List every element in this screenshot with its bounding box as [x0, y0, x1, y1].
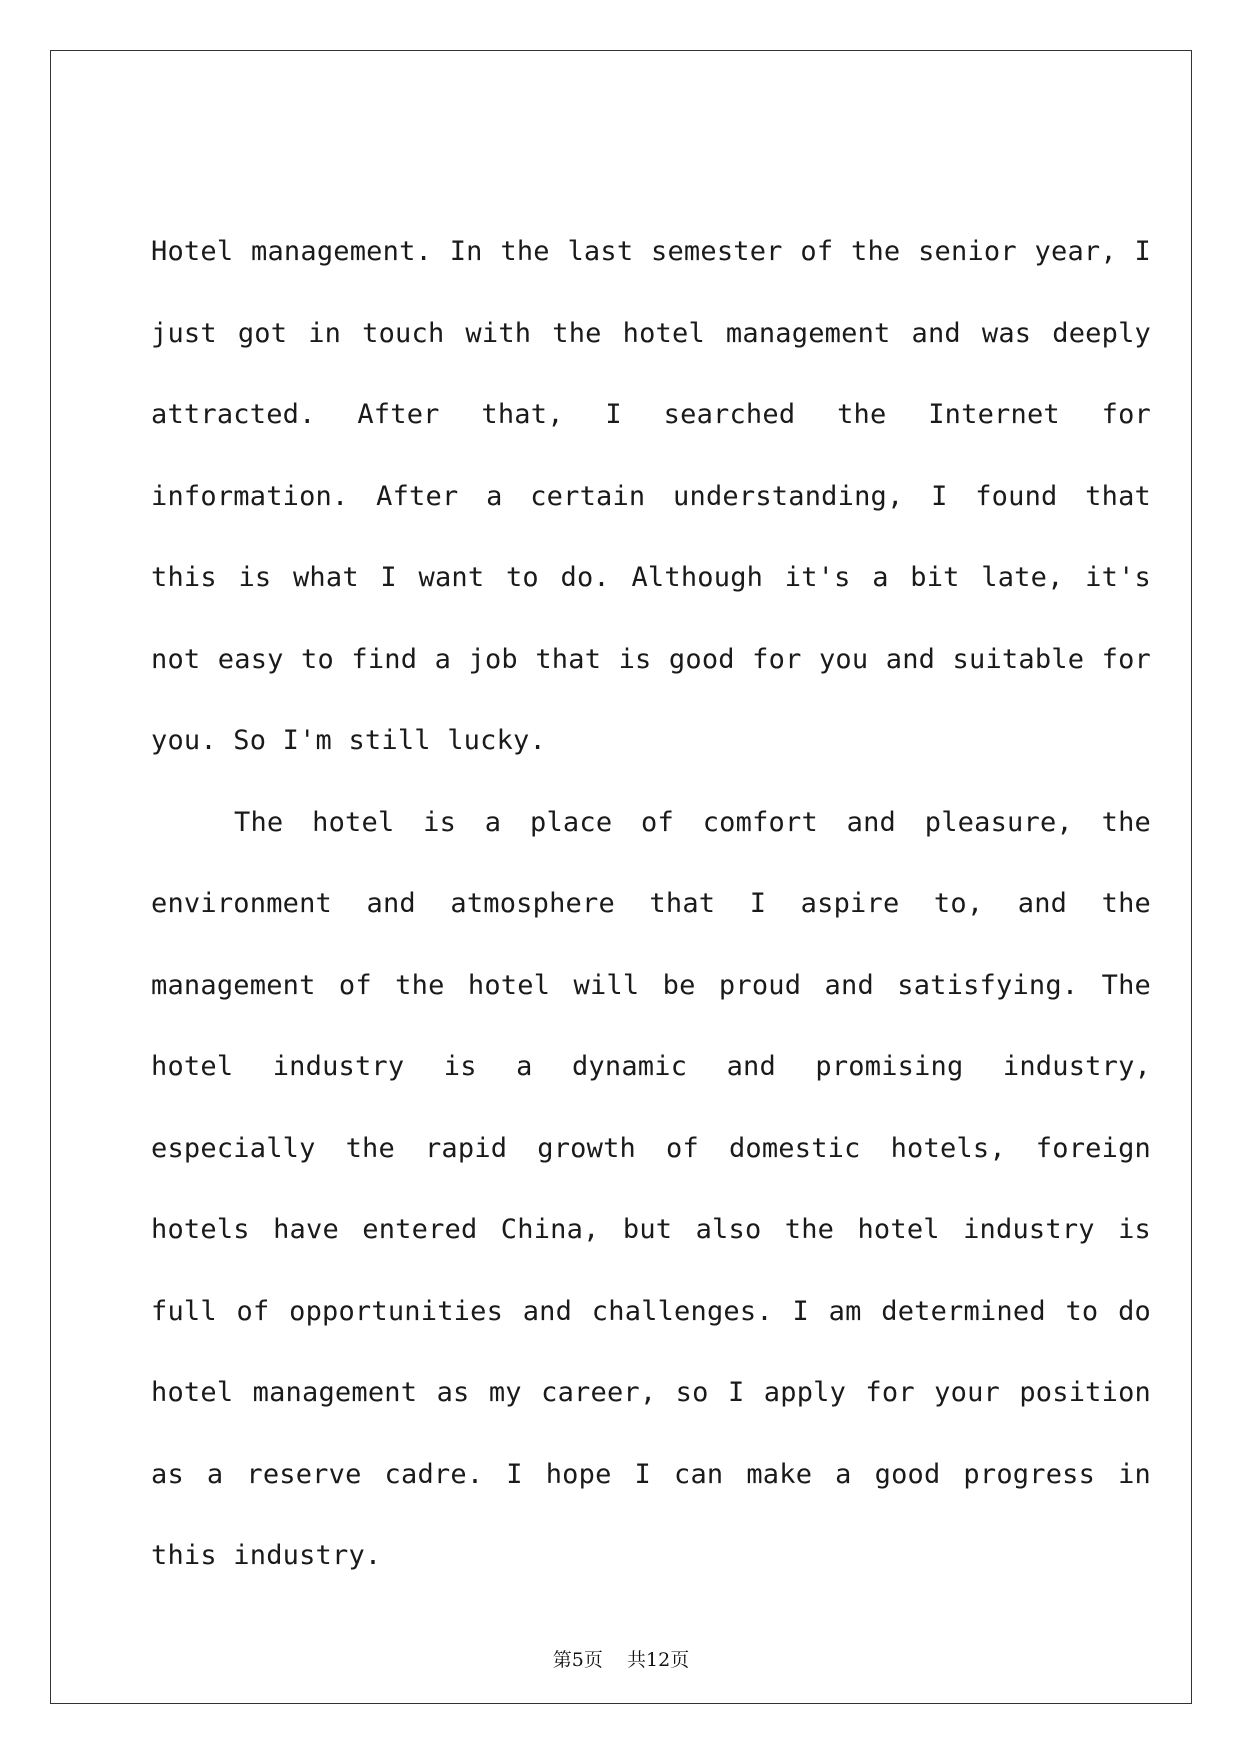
- paragraph-1: Hotel management. In the last semester of the senior year, I just got in touch with the hotel management and was deeply attracted. After that, I searched the Internet for information. After a certain understanding, I found that this is what I want to do. Although it's a bit late, it's not easy to find a job that is good for you and suitable for you. So I'm still lucky.: [151, 236, 1151, 756]
- page-number-footer: 第5页 共12页: [552, 1649, 690, 1671]
- paragraph-2: The hotel is a place of comfort and pleasure, the environment and atmosphere that I aspire to, and the management of the hotel will be proud and satisfying. The hotel industry is a dynamic and promising industry, especially the rapid growth of domestic hotels, foreign hotels have entered China, but also the hotel industry is full of opportunities and challenges. I am determined to do hotel management as my career, so I apply for your position as a reserve cadre. I hope I can make a good progress in this industry.: [151, 806, 1151, 1571]
- document-body: [151, 211, 1151, 1611]
- page-frame: [50, 50, 1192, 1704]
